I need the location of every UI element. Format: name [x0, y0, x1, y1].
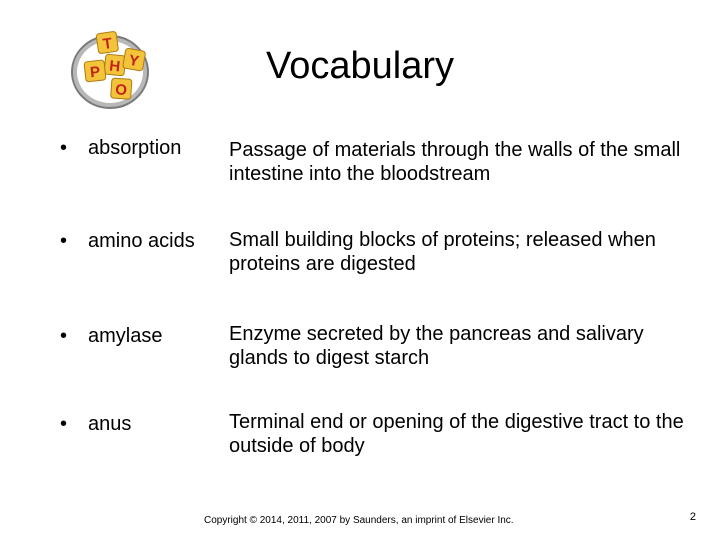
vocab-definition: Passage of materials through the walls of the small intestine into the bloodstream	[229, 139, 681, 185]
bullet: •	[60, 413, 68, 435]
logo-tile-y: Y	[127, 51, 141, 71]
vocab-definition: Terminal end or opening of the digestive tract to the outside of body	[229, 411, 684, 457]
term-label: amino acids	[88, 230, 195, 252]
vocab-definition: Enzyme secreted by the pancreas and salivary glands to digest starch	[229, 323, 644, 369]
vocab-term	[60, 136, 181, 160]
vocab-term	[60, 324, 162, 348]
slide-title: Vocabulary	[265, 45, 454, 87]
bullet: •	[60, 137, 68, 159]
vocab-term	[60, 412, 131, 436]
logo-tile-t: T	[101, 34, 114, 54]
term-label: absorption	[88, 137, 182, 159]
term-label: anus	[88, 413, 132, 435]
bullet: •	[60, 325, 68, 347]
vocab-definition: Small building blocks of proteins; released when proteins are digested	[229, 229, 656, 275]
term-label: amylase	[88, 325, 163, 347]
word-tiles-logo	[66, 28, 158, 112]
logo-tile-p: P	[89, 63, 102, 82]
vocab-term	[60, 229, 195, 253]
page-number: 2	[689, 511, 696, 523]
copyright-notice: Copyright © 2014, 2011, 2007 by Saunders, an imprint of Elsevier Inc.	[204, 515, 514, 526]
logo-tile-o: O	[114, 81, 128, 100]
logo-tile-h: H	[108, 57, 122, 76]
bullet: •	[60, 230, 68, 252]
